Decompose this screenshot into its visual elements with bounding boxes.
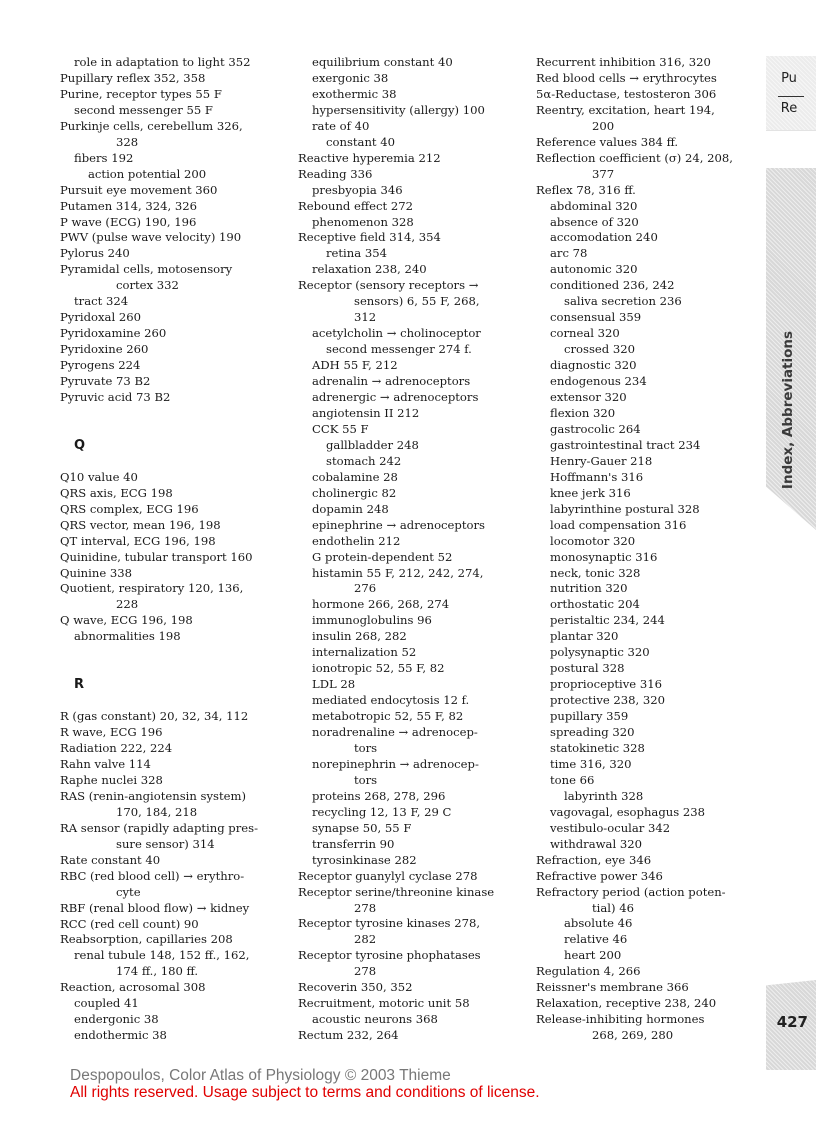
index-column-3	[536, 55, 761, 1044]
index-subentry: histamin 55 F, 212, 242, 274,	[312, 565, 484, 580]
index-subentry: statokinetic 328	[550, 740, 645, 755]
index-entry-continuation: 278	[354, 964, 377, 979]
index-subentry: spreading 320	[550, 725, 635, 740]
index-entry: 5α-Reductase, testosteron 306	[536, 86, 717, 101]
index-entry: Reaction, acrosomal 308	[60, 980, 206, 995]
index-subentry: acetylcholin → cholinoceptor	[312, 326, 481, 341]
index-subentry: adrenergic → adrenoceptors	[312, 390, 479, 405]
index-entry: Release-inhibiting hormones	[536, 1012, 705, 1027]
index-entry: Receptor serine/threonine kinase	[298, 884, 495, 899]
index-subentry: transferrin 90	[312, 836, 395, 851]
index-subentry: LDL 28	[312, 677, 356, 692]
index-subsubentry: labyrinth 328	[564, 788, 644, 803]
index-entry: Q wave, ECG 196, 198	[60, 613, 193, 628]
index-subentry: angiotensin II 212	[312, 405, 420, 420]
index-entry: Quinidine, tubular transport 160	[60, 549, 253, 564]
index-entry: PWV (pulse wave velocity) 190	[60, 230, 242, 245]
index-subentry: labyrinthine postural 328	[550, 501, 700, 516]
index-subentry: equilibrium constant 40	[312, 55, 453, 69]
index-entry: Refraction, eye 346	[536, 852, 652, 867]
index-entry: Refractory period (action poten-	[536, 884, 726, 899]
index-subentry: neck, tonic 328	[550, 565, 641, 580]
index-entry: Quotient, respiratory 120, 136,	[60, 581, 244, 596]
index-subentry: synapse 50, 55 F	[312, 820, 412, 835]
index-subentry: diagnostic 320	[550, 358, 637, 373]
index-subentry: extensor 320	[550, 390, 627, 405]
index-subentry: Henry-Gauer 218	[550, 453, 653, 468]
index-subentry: corneal 320	[550, 326, 620, 341]
index-entry: Purine, receptor types 55 F	[60, 86, 222, 101]
index-entry-continuation: tors	[354, 772, 378, 787]
index-subentry: polysynaptic 320	[550, 645, 650, 660]
index-entry-continuation: 282	[354, 932, 377, 947]
index-entry-continuation: 278	[354, 900, 377, 915]
index-subentry: peristaltic 234, 244	[550, 613, 665, 628]
index-entry: RA sensor (rapidly adapting pres-	[60, 820, 258, 835]
index-subentry: epinephrine → adrenoceptors	[312, 517, 485, 532]
index-subsubentry: constant 40	[326, 134, 396, 149]
index-subsubentry: second messenger 274 f.	[326, 342, 472, 357]
index-entry-continuation: tial) 46	[592, 900, 634, 915]
index-entry: QRS vector, mean 196, 198	[60, 517, 221, 532]
index-subentry: abnormalities 198	[74, 629, 181, 644]
index-entry: Raphe nuclei 328	[60, 772, 163, 787]
index-entry-continuation: sensors) 6, 55 F, 268,	[354, 294, 480, 309]
index-subentry: cholinergic 82	[312, 485, 397, 500]
index-entry: Reading 336	[298, 166, 373, 181]
footer-credit: Despopoulos, Color Atlas of Physiology © 2003 Thieme	[70, 1067, 451, 1084]
index-subentry: insulin 268, 282	[312, 629, 407, 644]
index-entry: Pyridoxine 260	[60, 342, 149, 357]
index-subsubentry: crossed 320	[564, 342, 636, 357]
index-subentry: internalization 52	[312, 645, 417, 660]
index-subentry: hormone 266, 268, 274	[312, 597, 450, 612]
index-subentry: presbyopia 346	[312, 182, 403, 197]
index-entry: Reissner's membrane 366	[536, 980, 689, 995]
index-subentry: norepinephrin → adrenocep-	[312, 756, 479, 771]
index-subentry: postural 328	[550, 661, 625, 676]
index-entry: Reference values 384 ff.	[536, 134, 679, 149]
index-entry-continuation: 200	[592, 118, 615, 133]
index-subentry: hypersensitivity (allergy) 100	[312, 102, 485, 117]
index-entry: Reactive hyperemia 212	[298, 150, 441, 165]
index-entry-continuation: 228	[116, 597, 139, 612]
index-column-2	[298, 55, 526, 1044]
index-subentry: renal tubule 148, 152 ff., 162,	[74, 948, 250, 963]
page-number: 427	[776, 1013, 808, 1031]
index-entry: Pyruvate 73 B2	[60, 374, 151, 389]
index-subentry: tract 324	[74, 294, 129, 309]
index-subentry: gastrocolic 264	[550, 421, 641, 436]
index-subsubentry: stomach 242	[326, 453, 402, 468]
index-subentry: gastrointestinal tract 234	[550, 437, 701, 452]
index-subentry: mediated endocytosis 12 f.	[312, 693, 470, 708]
index-entry-continuation: cyte	[116, 884, 141, 899]
index-subentry: coupled 41	[74, 996, 139, 1011]
index-entry: Recoverin 350, 352	[298, 980, 413, 995]
index-subentry: knee jerk 316	[550, 485, 631, 500]
index-subentry: role in adaptation to light 352	[74, 55, 251, 69]
index-entry: QT interval, ECG 196, 198	[60, 533, 216, 548]
index-subentry: vagovagal, esophagus 238	[550, 804, 705, 819]
index-entry: Purkinje cells, cerebellum 326,	[60, 118, 243, 133]
index-subentry: G protein-dependent 52	[312, 549, 453, 564]
section-spacer	[60, 454, 288, 470]
index-entry: R (gas constant) 20, 32, 34, 112	[60, 709, 249, 724]
section-spacer	[60, 645, 288, 677]
index-subentry: adrenalin → adrenoceptors	[312, 374, 471, 389]
index-subentry: nutrition 320	[550, 581, 628, 596]
index-entry: Refractive power 346	[536, 868, 663, 883]
index-subentry: dopamin 248	[312, 501, 389, 516]
index-entry: QRS complex, ECG 196	[60, 501, 199, 516]
index-subentry: load compensation 316	[550, 517, 687, 532]
index-entry: Reflection coefficient (σ) 24, 208,	[536, 150, 733, 165]
index-entry-continuation: cortex 332	[116, 278, 179, 293]
index-subsubentry: action potential 200	[88, 166, 207, 181]
index-subentry: consensual 359	[550, 310, 642, 325]
index-entry: Rectum 232, 264	[298, 1028, 399, 1043]
index-entry: RAS (renin-angiotensin system)	[60, 788, 246, 803]
index-entry: Receptor tyrosine kinases 278,	[298, 916, 481, 931]
index-entry: Receptor tyrosine phophatases	[298, 948, 481, 963]
index-subentry: second messenger 55 F	[74, 102, 213, 117]
index-entry: RBF (renal blood flow) → kidney	[60, 900, 250, 915]
index-entry: Receptor (sensory receptors →	[298, 278, 479, 293]
index-subentry: ionotropic 52, 55 F, 82	[312, 661, 445, 676]
tab-range-start: Pu	[781, 71, 797, 86]
index-subentry: metabotropic 52, 55 F, 82	[312, 709, 464, 724]
index-subentry: endothelin 212	[312, 533, 401, 548]
index-subentry: phenomenon 328	[312, 214, 414, 229]
index-subentry: fibers 192	[74, 150, 134, 165]
index-entry: Rahn valve 114	[60, 756, 151, 771]
index-subentry: exothermic 38	[312, 86, 397, 101]
index-entry: Reflex 78, 316 ff.	[536, 182, 636, 197]
index-entry: Rate constant 40	[60, 852, 161, 867]
index-subentry: proteins 268, 278, 296	[312, 788, 446, 803]
index-subentry: endothermic 38	[74, 1028, 167, 1043]
index-entry: Reentry, excitation, heart 194,	[536, 102, 715, 117]
index-subentry: tyrosinkinase 282	[312, 852, 417, 867]
index-entry-continuation: 377	[592, 166, 615, 181]
letter-heading: Q	[74, 437, 86, 453]
letter-heading: R	[74, 677, 85, 693]
index-subentry: accomodation 240	[550, 230, 658, 245]
index-subsubentry: saliva secretion 236	[564, 294, 682, 309]
index-entry: P wave (ECG) 190, 196	[60, 214, 197, 229]
index-entry: Receptive field 314, 354	[298, 230, 441, 245]
section-title: Index, Abbreviations	[780, 330, 796, 490]
index-subentry: Hoffmann's 316	[550, 469, 644, 484]
index-subentry: orthostatic 204	[550, 597, 640, 612]
index-entry: Relaxation, receptive 238, 240	[536, 996, 717, 1011]
index-entry: RBC (red blood cell) → erythro-	[60, 868, 245, 883]
index-subentry: recycling 12, 13 F, 29 C	[312, 804, 452, 819]
index-subentry: protective 238, 320	[550, 693, 666, 708]
index-subentry: proprioceptive 316	[550, 677, 662, 692]
index-subentry: vestibulo-ocular 342	[550, 820, 671, 835]
index-subentry: abdominal 320	[550, 198, 638, 213]
index-entry: Pursuit eye movement 360	[60, 182, 218, 197]
index-entry-continuation: 276	[354, 581, 377, 596]
section-spacer	[60, 693, 288, 709]
index-entry: Pyrogens 224	[60, 358, 141, 373]
index-entry: Pyridoxal 260	[60, 310, 141, 325]
index-subentry: flexion 320	[550, 405, 616, 420]
index-subsubentry: retina 354	[326, 246, 387, 261]
index-subentry: endogenous 234	[550, 374, 647, 389]
index-entry: Recruitment, motoric unit 58	[298, 996, 470, 1011]
index-subentry: arc 78	[550, 246, 588, 261]
index-entry: Receptor guanylyl cyclase 278	[298, 868, 478, 883]
index-entry: Pylorus 240	[60, 246, 130, 261]
index-subsubentry: relative 46	[564, 932, 628, 947]
index-entry: Reabsorption, capillaries 208	[60, 932, 233, 947]
thumb-tab-letters	[766, 56, 816, 131]
index-entry-continuation: sure sensor) 314	[116, 836, 215, 851]
index-entry: QRS axis, ECG 198	[60, 485, 173, 500]
index-subentry: noradrenaline → adrenocep-	[312, 725, 478, 740]
index-subentry: rate of 40	[312, 118, 370, 133]
index-entry: RCC (red cell count) 90	[60, 916, 199, 931]
index-subentry: plantar 320	[550, 629, 619, 644]
footer-license: All rights reserved. Usage subject to terms and conditions of license.	[70, 1084, 540, 1101]
index-entry: Pyridoxamine 260	[60, 326, 167, 341]
index-entry: Radiation 222, 224	[60, 741, 173, 756]
index-subentry: ADH 55 F, 212	[312, 358, 398, 373]
index-entry: Pyramidal cells, motosensory	[60, 262, 233, 277]
index-subentry: monosynaptic 316	[550, 549, 658, 564]
index-entry-continuation: 312	[354, 310, 377, 325]
index-entry: Q10 value 40	[60, 469, 138, 484]
index-column-1	[60, 55, 288, 1044]
index-entry: Pyruvic acid 73 B2	[60, 390, 171, 405]
tab-range-end: Re	[780, 101, 798, 116]
index-entry: Recurrent inhibition 316, 320	[536, 55, 711, 69]
index-subentry: absence of 320	[550, 214, 639, 229]
index-entry: Red blood cells → erythrocytes	[536, 70, 717, 85]
index-subentry: CCK 55 F	[312, 421, 369, 436]
index-entry: Pupillary reflex 352, 358	[60, 70, 206, 85]
index-subentry: cobalamine 28	[312, 469, 398, 484]
index-subsubentry: gallbladder 248	[326, 437, 419, 452]
index-subentry: endergonic 38	[74, 1012, 159, 1027]
index-entry: R wave, ECG 196	[60, 725, 163, 740]
index-subentry: pupillary 359	[550, 709, 629, 724]
index-entry: Quinine 338	[60, 565, 132, 580]
index-entry-continuation: 170, 184, 218	[116, 804, 198, 819]
index-subentry: time 316, 320	[550, 756, 632, 771]
index-subsubentry: heart 200	[564, 948, 622, 963]
index-subentry: tone 66	[550, 772, 595, 787]
index-entry: Putamen 314, 324, 326	[60, 198, 197, 213]
index-subentry: withdrawal 320	[550, 836, 642, 851]
index-subentry: autonomic 320	[550, 262, 638, 277]
index-entry-continuation: 328	[116, 134, 139, 149]
index-entry: Rebound effect 272	[298, 198, 413, 213]
index-entry-continuation: 268, 269, 280	[592, 1028, 674, 1043]
index-entry-continuation: 174 ff., 180 ff.	[116, 964, 199, 979]
index-entry: Regulation 4, 266	[536, 964, 641, 979]
index-subentry: immunoglobulins 96	[312, 613, 432, 628]
index-subentry: relaxation 238, 240	[312, 262, 427, 277]
index-subentry: conditioned 236, 242	[550, 278, 675, 293]
index-subentry: acoustic neurons 368	[312, 1012, 438, 1027]
index-subsubentry: absolute 46	[564, 916, 633, 931]
index-entry-continuation: tors	[354, 740, 378, 755]
tab-divider	[778, 96, 804, 97]
index-subentry: locomotor 320	[550, 533, 636, 548]
index-subentry: exergonic 38	[312, 70, 389, 85]
section-spacer	[60, 406, 288, 438]
